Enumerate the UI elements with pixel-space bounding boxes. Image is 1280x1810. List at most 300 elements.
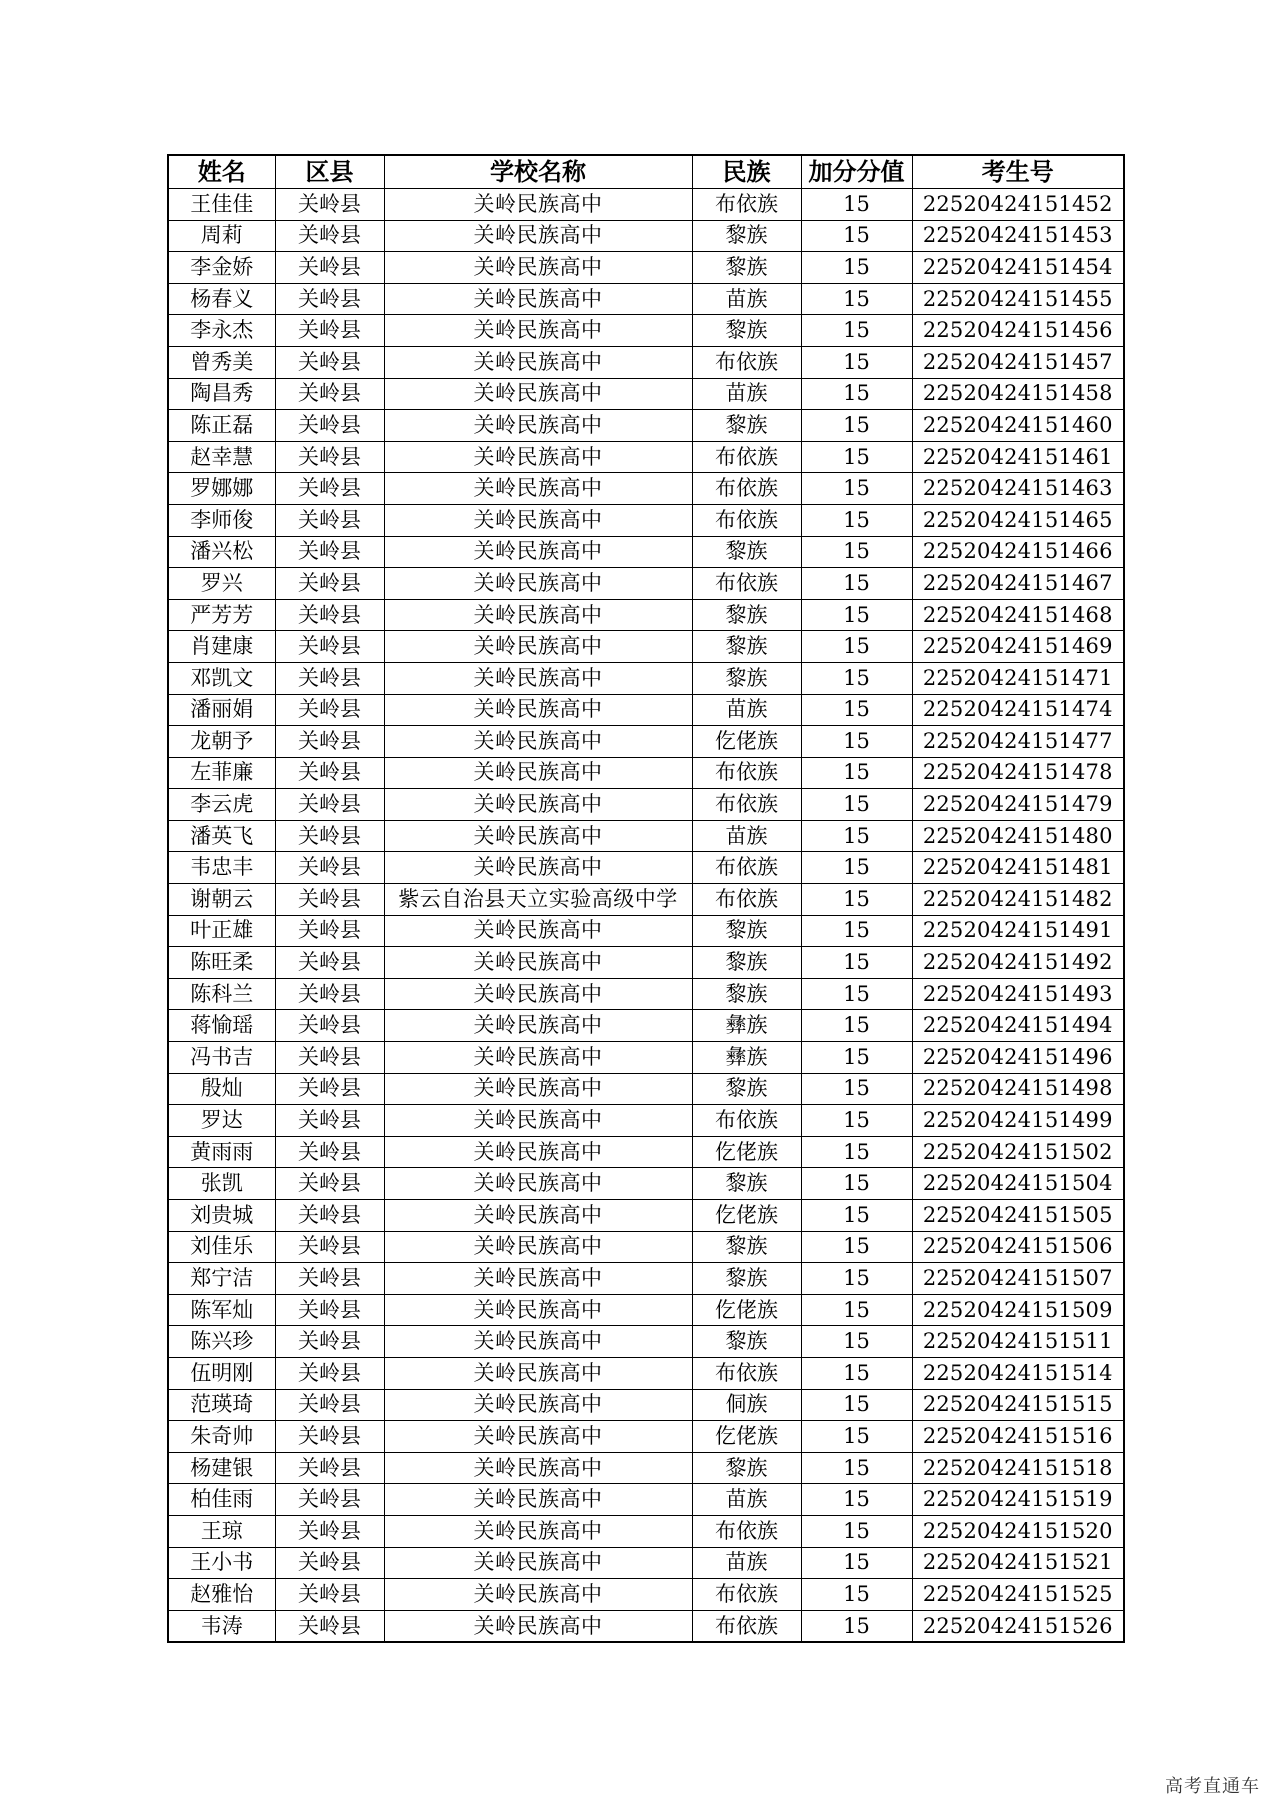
- cell-ethnicity: 布依族: [692, 504, 801, 536]
- cell-district: 关岭县: [275, 189, 384, 221]
- cell-school: 关岭民族高中: [384, 1515, 692, 1547]
- cell-name: 叶正雄: [168, 915, 275, 947]
- cell-name: 罗兴: [168, 568, 275, 600]
- table-row: [168, 694, 1124, 726]
- cell-exam-id: 22520424151520: [912, 1515, 1124, 1547]
- cell-school: 关岭民族高中: [384, 1452, 692, 1484]
- cell-district: 关岭县: [275, 1042, 384, 1074]
- cell-ethnicity: 黎族: [692, 1231, 801, 1263]
- cell-exam-id: 22520424151481: [912, 852, 1124, 884]
- cell-district: 关岭县: [275, 1168, 384, 1200]
- cell-name: 范瑛琦: [168, 1389, 275, 1421]
- table-row: [168, 1231, 1124, 1263]
- cell-district: 关岭县: [275, 947, 384, 979]
- cell-ethnicity: 布依族: [692, 1515, 801, 1547]
- cell-school: 关岭民族高中: [384, 1231, 692, 1263]
- cell-ethnicity: 苗族: [692, 1484, 801, 1516]
- cell-bonus: 15: [801, 1105, 912, 1137]
- table-row: [168, 789, 1124, 821]
- cell-school: 关岭民族高中: [384, 1168, 692, 1200]
- cell-bonus: 15: [801, 789, 912, 821]
- cell-name: 刘贵城: [168, 1200, 275, 1232]
- cell-ethnicity: 布依族: [692, 852, 801, 884]
- table-row: [168, 283, 1124, 315]
- cell-ethnicity: 苗族: [692, 283, 801, 315]
- cell-bonus: 15: [801, 726, 912, 758]
- cell-school: 关岭民族高中: [384, 568, 692, 600]
- table-row: [168, 726, 1124, 758]
- cell-ethnicity: 仡佬族: [692, 1200, 801, 1232]
- cell-name: 左菲廉: [168, 757, 275, 789]
- cell-school: 关岭民族高中: [384, 1484, 692, 1516]
- cell-exam-id: 22520424151474: [912, 694, 1124, 726]
- cell-school: 关岭民族高中: [384, 726, 692, 758]
- table-row: [168, 536, 1124, 568]
- cell-name: 冯书吉: [168, 1042, 275, 1074]
- cell-bonus: 15: [801, 1294, 912, 1326]
- cell-district: 关岭县: [275, 1073, 384, 1105]
- table-row: [168, 884, 1124, 916]
- cell-district: 关岭县: [275, 978, 384, 1010]
- cell-school: 关岭民族高中: [384, 1010, 692, 1042]
- table-row: [168, 220, 1124, 252]
- cell-bonus: 15: [801, 1136, 912, 1168]
- cell-school: 关岭民族高中: [384, 504, 692, 536]
- table-row: [168, 662, 1124, 694]
- cell-name: 潘兴松: [168, 536, 275, 568]
- cell-name: 严芳芳: [168, 599, 275, 631]
- cell-exam-id: 22520424151492: [912, 947, 1124, 979]
- cell-name: 陈兴珍: [168, 1326, 275, 1358]
- cell-name: 伍明刚: [168, 1357, 275, 1389]
- cell-bonus: 15: [801, 410, 912, 442]
- table-row: [168, 757, 1124, 789]
- table-row: [168, 1610, 1124, 1642]
- cell-ethnicity: 黎族: [692, 410, 801, 442]
- cell-bonus: 15: [801, 1042, 912, 1074]
- cell-school: 关岭民族高中: [384, 189, 692, 221]
- cell-bonus: 15: [801, 568, 912, 600]
- cell-exam-id: 22520424151505: [912, 1200, 1124, 1232]
- cell-district: 关岭县: [275, 1389, 384, 1421]
- cell-exam-id: 22520424151454: [912, 252, 1124, 284]
- cell-district: 关岭县: [275, 789, 384, 821]
- table-row: [168, 1105, 1124, 1137]
- table-row: [168, 1010, 1124, 1042]
- cell-district: 关岭县: [275, 1231, 384, 1263]
- cell-ethnicity: 黎族: [692, 252, 801, 284]
- cell-bonus: 15: [801, 1326, 912, 1358]
- cell-district: 关岭县: [275, 1610, 384, 1642]
- cell-name: 朱奇帅: [168, 1421, 275, 1453]
- cell-exam-id: 22520424151456: [912, 315, 1124, 347]
- cell-name: 周莉: [168, 220, 275, 252]
- cell-name: 李永杰: [168, 315, 275, 347]
- cell-bonus: 15: [801, 694, 912, 726]
- cell-name: 王琼: [168, 1515, 275, 1547]
- cell-ethnicity: 布依族: [692, 884, 801, 916]
- cell-district: 关岭县: [275, 1010, 384, 1042]
- table-row: [168, 441, 1124, 473]
- cell-bonus: 15: [801, 1484, 912, 1516]
- table-row: [168, 1389, 1124, 1421]
- cell-school: 关岭民族高中: [384, 473, 692, 505]
- cell-school: 关岭民族高中: [384, 662, 692, 694]
- cell-ethnicity: 仡佬族: [692, 1421, 801, 1453]
- cell-school: 关岭民族高中: [384, 1547, 692, 1579]
- cell-exam-id: 22520424151461: [912, 441, 1124, 473]
- cell-district: 关岭县: [275, 757, 384, 789]
- cell-name: 罗娜娜: [168, 473, 275, 505]
- cell-school: 关岭民族高中: [384, 631, 692, 663]
- cell-district: 关岭县: [275, 504, 384, 536]
- cell-school: 关岭民族高中: [384, 536, 692, 568]
- cell-bonus: 15: [801, 599, 912, 631]
- table-row: [168, 1326, 1124, 1358]
- cell-district: 关岭县: [275, 315, 384, 347]
- cell-school: 关岭民族高中: [384, 1200, 692, 1232]
- cell-school: 关岭民族高中: [384, 1105, 692, 1137]
- cell-exam-id: 22520424151499: [912, 1105, 1124, 1137]
- cell-ethnicity: 仡佬族: [692, 1294, 801, 1326]
- cell-exam-id: 22520424151496: [912, 1042, 1124, 1074]
- cell-district: 关岭县: [275, 694, 384, 726]
- cell-name: 柏佳雨: [168, 1484, 275, 1516]
- cell-name: 赵雅怡: [168, 1579, 275, 1611]
- table-row: [168, 473, 1124, 505]
- cell-school: 关岭民族高中: [384, 441, 692, 473]
- header-bonus: 加分分值: [801, 155, 912, 189]
- cell-school: 关岭民族高中: [384, 1389, 692, 1421]
- cell-school: 关岭民族高中: [384, 1326, 692, 1358]
- cell-school: 关岭民族高中: [384, 315, 692, 347]
- table-row: [168, 820, 1124, 852]
- cell-district: 关岭县: [275, 1579, 384, 1611]
- cell-ethnicity: 黎族: [692, 536, 801, 568]
- cell-bonus: 15: [801, 884, 912, 916]
- cell-district: 关岭县: [275, 884, 384, 916]
- cell-ethnicity: 布依族: [692, 1579, 801, 1611]
- cell-district: 关岭县: [275, 599, 384, 631]
- table-row: [168, 978, 1124, 1010]
- table-row: [168, 631, 1124, 663]
- watermark-text: 高考直通车: [1165, 1776, 1260, 1797]
- cell-bonus: 15: [801, 1073, 912, 1105]
- cell-district: 关岭县: [275, 726, 384, 758]
- table-row: [168, 378, 1124, 410]
- cell-bonus: 15: [801, 315, 912, 347]
- table-row: [168, 252, 1124, 284]
- cell-exam-id: 22520424151494: [912, 1010, 1124, 1042]
- cell-exam-id: 22520424151452: [912, 189, 1124, 221]
- table-row: [168, 947, 1124, 979]
- cell-district: 关岭县: [275, 1421, 384, 1453]
- cell-exam-id: 22520424151519: [912, 1484, 1124, 1516]
- cell-school: 关岭民族高中: [384, 283, 692, 315]
- cell-name: 殷灿: [168, 1073, 275, 1105]
- table-row: [168, 1452, 1124, 1484]
- cell-ethnicity: 黎族: [692, 915, 801, 947]
- cell-ethnicity: 黎族: [692, 1073, 801, 1105]
- cell-name: 曾秀美: [168, 346, 275, 378]
- cell-exam-id: 22520424151479: [912, 789, 1124, 821]
- cell-exam-id: 22520424151506: [912, 1231, 1124, 1263]
- cell-district: 关岭县: [275, 252, 384, 284]
- cell-bonus: 15: [801, 378, 912, 410]
- cell-school: 关岭民族高中: [384, 1263, 692, 1295]
- cell-school: 关岭民族高中: [384, 599, 692, 631]
- cell-district: 关岭县: [275, 378, 384, 410]
- cell-bonus: 15: [801, 978, 912, 1010]
- cell-name: 王小书: [168, 1547, 275, 1579]
- cell-district: 关岭县: [275, 631, 384, 663]
- cell-school: 关岭民族高中: [384, 757, 692, 789]
- cell-district: 关岭县: [275, 1547, 384, 1579]
- table-row: [168, 504, 1124, 536]
- cell-ethnicity: 黎族: [692, 631, 801, 663]
- cell-ethnicity: 黎族: [692, 947, 801, 979]
- cell-name: 李云虎: [168, 789, 275, 821]
- cell-school: 关岭民族高中: [384, 346, 692, 378]
- cell-bonus: 15: [801, 757, 912, 789]
- table-row: [168, 915, 1124, 947]
- cell-exam-id: 22520424151463: [912, 473, 1124, 505]
- cell-bonus: 15: [801, 662, 912, 694]
- cell-district: 关岭县: [275, 283, 384, 315]
- cell-exam-id: 22520424151491: [912, 915, 1124, 947]
- cell-name: 谢朝云: [168, 884, 275, 916]
- cell-bonus: 15: [801, 473, 912, 505]
- cell-exam-id: 22520424151511: [912, 1326, 1124, 1358]
- cell-exam-id: 22520424151453: [912, 220, 1124, 252]
- table-row: [168, 1421, 1124, 1453]
- table-row: [168, 1294, 1124, 1326]
- cell-ethnicity: 布依族: [692, 441, 801, 473]
- table-row: [168, 410, 1124, 442]
- cell-school: 关岭民族高中: [384, 378, 692, 410]
- cell-name: 陈旺柔: [168, 947, 275, 979]
- cell-ethnicity: 苗族: [692, 378, 801, 410]
- cell-school: 关岭民族高中: [384, 789, 692, 821]
- cell-name: 杨建银: [168, 1452, 275, 1484]
- cell-ethnicity: 侗族: [692, 1389, 801, 1421]
- cell-district: 关岭县: [275, 820, 384, 852]
- table-row: [168, 346, 1124, 378]
- header-row: [168, 155, 1124, 189]
- cell-school: 关岭民族高中: [384, 1136, 692, 1168]
- cell-district: 关岭县: [275, 1326, 384, 1358]
- cell-district: 关岭县: [275, 1357, 384, 1389]
- cell-exam-id: 22520424151526: [912, 1610, 1124, 1642]
- cell-name: 蒋愉瑶: [168, 1010, 275, 1042]
- cell-bonus: 15: [801, 1389, 912, 1421]
- cell-name: 张凯: [168, 1168, 275, 1200]
- cell-district: 关岭县: [275, 410, 384, 442]
- cell-exam-id: 22520424151468: [912, 599, 1124, 631]
- cell-school: 关岭民族高中: [384, 852, 692, 884]
- cell-bonus: 15: [801, 631, 912, 663]
- cell-school: 紫云自治县天立实验高级中学: [384, 884, 692, 916]
- cell-name: 刘佳乐: [168, 1231, 275, 1263]
- cell-name: 李师俊: [168, 504, 275, 536]
- cell-district: 关岭县: [275, 441, 384, 473]
- cell-school: 关岭民族高中: [384, 978, 692, 1010]
- cell-district: 关岭县: [275, 1452, 384, 1484]
- cell-exam-id: 22520424151525: [912, 1579, 1124, 1611]
- cell-ethnicity: 黎族: [692, 1326, 801, 1358]
- cell-name: 陶昌秀: [168, 378, 275, 410]
- cell-ethnicity: 布依族: [692, 1105, 801, 1137]
- cell-ethnicity: 苗族: [692, 820, 801, 852]
- header-ethnicity: 民族: [692, 155, 801, 189]
- cell-exam-id: 22520424151477: [912, 726, 1124, 758]
- cell-district: 关岭县: [275, 662, 384, 694]
- cell-name: 龙朝予: [168, 726, 275, 758]
- table-row: [168, 1136, 1124, 1168]
- cell-bonus: 15: [801, 852, 912, 884]
- cell-ethnicity: 布依族: [692, 346, 801, 378]
- cell-name: 罗达: [168, 1105, 275, 1137]
- cell-district: 关岭县: [275, 915, 384, 947]
- cell-ethnicity: 黎族: [692, 1452, 801, 1484]
- cell-exam-id: 22520424151455: [912, 283, 1124, 315]
- cell-exam-id: 22520424151480: [912, 820, 1124, 852]
- cell-bonus: 15: [801, 947, 912, 979]
- cell-school: 关岭民族高中: [384, 1042, 692, 1074]
- cell-district: 关岭县: [275, 1484, 384, 1516]
- cell-name: 陈军灿: [168, 1294, 275, 1326]
- cell-ethnicity: 布依族: [692, 789, 801, 821]
- cell-ethnicity: 黎族: [692, 599, 801, 631]
- cell-district: 关岭县: [275, 568, 384, 600]
- cell-exam-id: 22520424151515: [912, 1389, 1124, 1421]
- cell-ethnicity: 布依族: [692, 568, 801, 600]
- cell-district: 关岭县: [275, 1294, 384, 1326]
- cell-exam-id: 22520424151467: [912, 568, 1124, 600]
- table-row: [168, 1263, 1124, 1295]
- header-exam-id: 考生号: [912, 155, 1124, 189]
- cell-exam-id: 22520424151466: [912, 536, 1124, 568]
- cell-bonus: 15: [801, 252, 912, 284]
- cell-exam-id: 22520424151521: [912, 1547, 1124, 1579]
- cell-exam-id: 22520424151460: [912, 410, 1124, 442]
- cell-exam-id: 22520424151457: [912, 346, 1124, 378]
- cell-exam-id: 22520424151482: [912, 884, 1124, 916]
- table-row: [168, 852, 1124, 884]
- cell-bonus: 15: [801, 1515, 912, 1547]
- cell-school: 关岭民族高中: [384, 947, 692, 979]
- cell-district: 关岭县: [275, 473, 384, 505]
- cell-school: 关岭民族高中: [384, 1073, 692, 1105]
- cell-school: 关岭民族高中: [384, 820, 692, 852]
- cell-bonus: 15: [801, 1010, 912, 1042]
- cell-ethnicity: 布依族: [692, 189, 801, 221]
- cell-exam-id: 22520424151465: [912, 504, 1124, 536]
- table-row: [168, 1042, 1124, 1074]
- cell-ethnicity: 黎族: [692, 315, 801, 347]
- cell-bonus: 15: [801, 346, 912, 378]
- cell-bonus: 15: [801, 283, 912, 315]
- table-row: [168, 1484, 1124, 1516]
- cell-bonus: 15: [801, 1421, 912, 1453]
- cell-ethnicity: 苗族: [692, 1547, 801, 1579]
- cell-name: 潘丽娟: [168, 694, 275, 726]
- cell-ethnicity: 布依族: [692, 1610, 801, 1642]
- cell-school: 关岭民族高中: [384, 915, 692, 947]
- cell-exam-id: 22520424151514: [912, 1357, 1124, 1389]
- cell-name: 王佳佳: [168, 189, 275, 221]
- cell-name: 陈科兰: [168, 978, 275, 1010]
- cell-ethnicity: 仡佬族: [692, 1136, 801, 1168]
- cell-ethnicity: 黎族: [692, 1263, 801, 1295]
- header-name: 姓名: [168, 155, 275, 189]
- cell-bonus: 15: [801, 536, 912, 568]
- cell-bonus: 15: [801, 220, 912, 252]
- table-row: [168, 568, 1124, 600]
- header-school: 学校名称: [384, 155, 692, 189]
- cell-ethnicity: 仡佬族: [692, 726, 801, 758]
- cell-exam-id: 22520424151498: [912, 1073, 1124, 1105]
- cell-ethnicity: 布依族: [692, 1357, 801, 1389]
- cell-district: 关岭县: [275, 220, 384, 252]
- cell-name: 李金娇: [168, 252, 275, 284]
- cell-name: 郑宁洁: [168, 1263, 275, 1295]
- cell-ethnicity: 黎族: [692, 662, 801, 694]
- table-row: [168, 189, 1124, 221]
- cell-name: 杨春义: [168, 283, 275, 315]
- cell-bonus: 15: [801, 504, 912, 536]
- cell-exam-id: 22520424151471: [912, 662, 1124, 694]
- cell-bonus: 15: [801, 1263, 912, 1295]
- cell-ethnicity: 黎族: [692, 220, 801, 252]
- cell-bonus: 15: [801, 820, 912, 852]
- cell-bonus: 15: [801, 1452, 912, 1484]
- cell-name: 赵幸慧: [168, 441, 275, 473]
- cell-district: 关岭县: [275, 1515, 384, 1547]
- cell-bonus: 15: [801, 915, 912, 947]
- cell-school: 关岭民族高中: [384, 1294, 692, 1326]
- cell-school: 关岭民族高中: [384, 1579, 692, 1611]
- cell-name: 邓凯文: [168, 662, 275, 694]
- table-row: [168, 1073, 1124, 1105]
- cell-school: 关岭民族高中: [384, 1357, 692, 1389]
- cell-ethnicity: 彝族: [692, 1042, 801, 1074]
- cell-school: 关岭民族高中: [384, 1421, 692, 1453]
- cell-school: 关岭民族高中: [384, 252, 692, 284]
- cell-exam-id: 22520424151458: [912, 378, 1124, 410]
- table-row: [168, 599, 1124, 631]
- cell-name: 陈正磊: [168, 410, 275, 442]
- cell-bonus: 15: [801, 1200, 912, 1232]
- cell-district: 关岭县: [275, 346, 384, 378]
- table-row: [168, 1515, 1124, 1547]
- cell-exam-id: 22520424151509: [912, 1294, 1124, 1326]
- cell-ethnicity: 黎族: [692, 978, 801, 1010]
- cell-district: 关岭县: [275, 1105, 384, 1137]
- table-row: [168, 1579, 1124, 1611]
- cell-exam-id: 22520424151502: [912, 1136, 1124, 1168]
- cell-ethnicity: 苗族: [692, 694, 801, 726]
- student-bonus-table: [167, 154, 1125, 1643]
- cell-school: 关岭民族高中: [384, 1610, 692, 1642]
- table-row: [168, 1200, 1124, 1232]
- cell-name: 韦涛: [168, 1610, 275, 1642]
- cell-district: 关岭县: [275, 1136, 384, 1168]
- table-row: [168, 315, 1124, 347]
- cell-bonus: 15: [801, 1579, 912, 1611]
- cell-exam-id: 22520424151469: [912, 631, 1124, 663]
- cell-name: 潘英飞: [168, 820, 275, 852]
